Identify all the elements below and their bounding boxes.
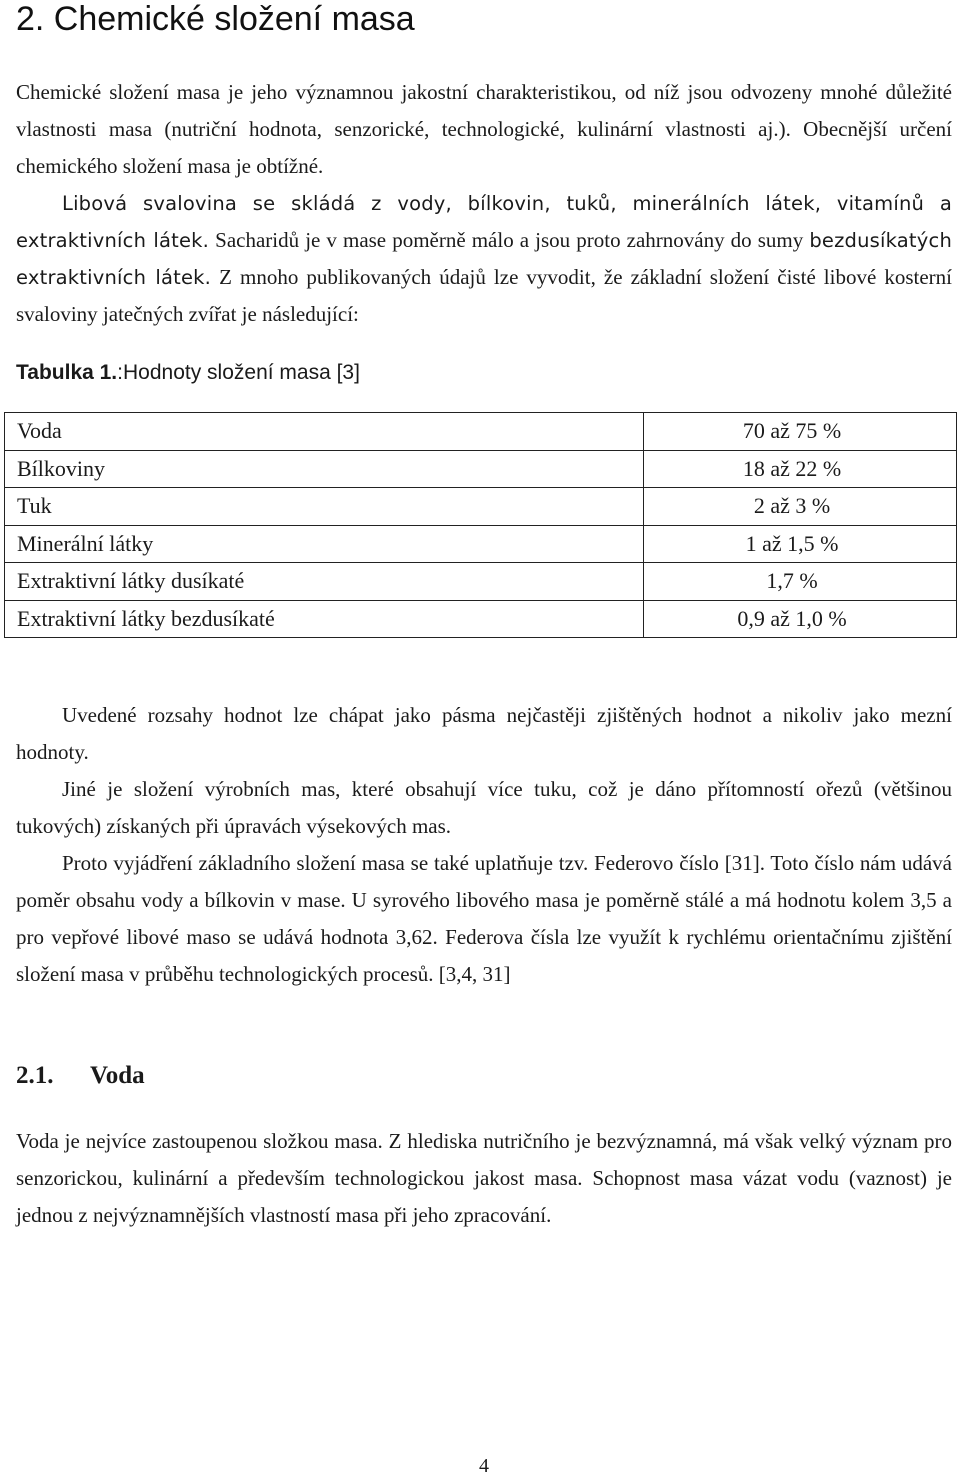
water-text: Voda je nejvíce zastoupenou složkou masa. Z hlediska nutričního je bezvýznamná, má však velký význam pro senzorickou, kulinární a především technologickou jakost masa. Schopnost masa vázat vodu (vaznost) je jednou z nejvýznamnějších vlastností masa při jeho zpracování. bbox=[16, 1129, 952, 1227]
feder-number-text: Proto vyjádření základního složení masa se také uplatňuje tzv. Federovo číslo [31]. Toto číslo nám udává poměr obsahu vody a bílkovin v mase. U syrového libového masa je poměrně stálé a má hodnotu kolem 3,5 a pro vepřové libové maso se udává hodnota 3,62. Federova čísla lze využít k rychlému orientačnímu zjištění složení masa v průběhu technologických procesů. [3,4, 31] bbox=[16, 851, 952, 986]
table-caption-text: :Hodnoty složení masa [3] bbox=[117, 361, 360, 384]
table-row bbox=[5, 488, 957, 526]
table-cell-name: Voda bbox=[5, 413, 644, 451]
table-caption bbox=[16, 356, 360, 390]
ranges-paragraph bbox=[16, 697, 952, 771]
intro-paragraph bbox=[16, 74, 952, 333]
composition-table bbox=[4, 412, 957, 638]
table-cell-value: 1,7 % bbox=[644, 563, 957, 601]
section-heading bbox=[16, 1058, 145, 1094]
table-cell-value: 18 až 22 % bbox=[644, 450, 957, 488]
intro-part-4: bezdusíkatých extraktivních látek. bbox=[16, 229, 953, 289]
chapter-heading: 2. Chemické složení masa bbox=[16, 0, 415, 38]
production-meat-paragraph bbox=[16, 771, 952, 845]
intro-part-2: Libová svalovina se skládá z vody, bílkovin, tuků, minerálních látek, vitamínů a extraktivních látek. bbox=[16, 192, 952, 252]
feder-number-paragraph bbox=[16, 845, 952, 993]
table-cell-value: 1 až 1,5 % bbox=[644, 525, 957, 563]
table-cell-name: Bílkoviny bbox=[5, 450, 644, 488]
table-cell-value: 70 až 75 % bbox=[644, 413, 957, 451]
page-number: 4 bbox=[479, 1455, 489, 1477]
table-cell-name: Minerální látky bbox=[5, 525, 644, 563]
table-caption-label: Tabulka 1. bbox=[16, 361, 118, 384]
section-title: Voda bbox=[90, 1062, 145, 1089]
table-row bbox=[5, 413, 957, 451]
table-cell-name: Extraktivní látky bezdusíkaté bbox=[5, 600, 644, 638]
ranges-text: Uvedené rozsahy hodnot lze chápat jako pásma nejčastěji zjištěných hodnot a nikoliv jako mezní hodnoty. bbox=[16, 703, 952, 764]
table-cell-value: 0,9 až 1,0 % bbox=[644, 600, 957, 638]
table-row bbox=[5, 525, 957, 563]
water-paragraph bbox=[16, 1123, 952, 1234]
table-row bbox=[5, 600, 957, 638]
table-cell-name: Tuk bbox=[5, 488, 644, 526]
table-row bbox=[5, 563, 957, 601]
intro-part-1: Chemické složení masa je jeho významnou jakostní charakteristikou, od níž jsou odvozeny mnohé důležité vlastnosti masa (nutriční hodnota, senzorické, technologické, kulinární vlastnosti aj.). Obecnější určení chemického složení masa je obtížné. bbox=[16, 80, 952, 178]
intro-part-3: Sacharidů je v mase poměrně málo a jsou proto zahrnovány do sumy bbox=[215, 228, 804, 252]
intro-part-5: Z mnoho publikovaných údajů lze vyvodit, že základní složení čisté libové kosterní svaloviny jatečných zvířat je následující: bbox=[16, 265, 952, 326]
production-meat-text: Jiné je složení výrobních mas, které obsahují více tuku, což je dáno přítomností ořezů (většinou tukových) získaných při úpravách výsekových mas. bbox=[16, 777, 952, 838]
table-row bbox=[5, 450, 957, 488]
section-number: 2.1. bbox=[16, 1062, 54, 1089]
table-cell-value: 2 až 3 % bbox=[644, 488, 957, 526]
table-cell-name: Extraktivní látky dusíkaté bbox=[5, 563, 644, 601]
